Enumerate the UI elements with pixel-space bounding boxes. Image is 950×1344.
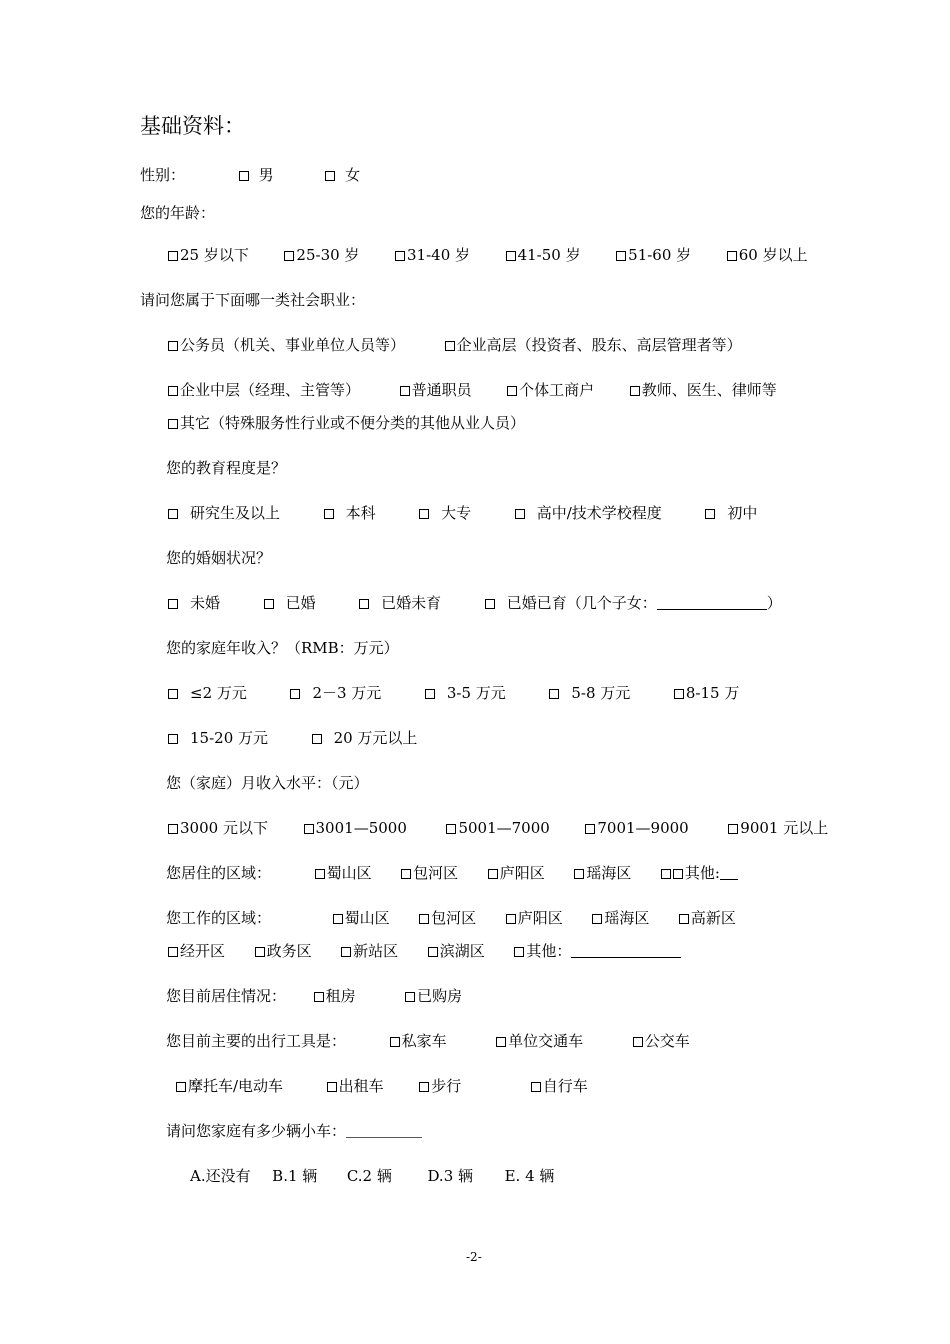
age-checkbox[interactable]: [506, 251, 516, 261]
marriage-option-suffix: ）: [766, 594, 782, 612]
work-area-row-1: [166, 908, 736, 928]
income-checkbox[interactable]: [312, 734, 322, 744]
transport-option: 单位交通车: [508, 1032, 584, 1050]
residence-area-row: [166, 863, 738, 883]
income-checkbox[interactable]: [290, 689, 300, 699]
transport-question: 您目前主要的出行工具是：: [166, 1032, 347, 1050]
gender-option: 女: [345, 166, 361, 184]
occupation-option: 个体工商户: [519, 381, 595, 399]
occupation-checkbox[interactable]: [507, 386, 517, 396]
work-option: 庐阳区: [517, 909, 563, 927]
gender-option: 男: [258, 166, 274, 184]
marriage-checkbox[interactable]: [485, 599, 495, 609]
age-question: 您的年龄：: [140, 204, 216, 222]
gender-male-checkbox[interactable]: [239, 171, 249, 181]
age-checkbox[interactable]: [168, 251, 178, 261]
age-option: 41-50 岁: [517, 246, 581, 264]
monthly-income-question: 您（家庭）月收入水平：（元）: [166, 774, 369, 792]
income-option: 5-8 万元: [571, 684, 631, 702]
cars-question: 请问您家庭有多少辆小车：: [166, 1122, 347, 1140]
annual-income-row-2: [168, 728, 417, 748]
marriage-options: [168, 593, 782, 613]
work-other-label: 其他：: [526, 942, 572, 960]
monthly-checkbox[interactable]: [728, 824, 738, 834]
occupation-checkbox[interactable]: [168, 386, 178, 396]
work-option: 政务区: [266, 942, 312, 960]
transport-checkbox[interactable]: [419, 1082, 429, 1092]
work-checkbox[interactable]: [419, 914, 429, 924]
income-checkbox[interactable]: [674, 689, 684, 699]
income-checkbox[interactable]: [425, 689, 435, 699]
housing-row: [166, 986, 462, 1006]
work-checkbox[interactable]: [679, 914, 689, 924]
age-checkbox[interactable]: [727, 251, 737, 261]
occupation-option: 教师、医生、律师等: [641, 381, 777, 399]
marriage-question: 您的婚姻状况？: [166, 549, 272, 567]
income-checkbox[interactable]: [168, 689, 178, 699]
education-option: 研究生及以上: [190, 504, 281, 522]
education-checkbox[interactable]: [705, 509, 715, 519]
housing-checkbox[interactable]: [314, 992, 324, 1002]
residence-area-question: 您居住的区域：: [166, 864, 272, 882]
monthly-checkbox[interactable]: [168, 824, 178, 834]
monthly-checkbox[interactable]: [304, 824, 314, 834]
work-option: 高新区: [690, 909, 736, 927]
gender-female-checkbox[interactable]: [325, 171, 335, 181]
occupation-option: 普通职员: [411, 381, 472, 399]
occupation-checkbox[interactable]: [168, 419, 178, 429]
occupation-checkbox[interactable]: [630, 386, 640, 396]
page-title: 基础资料：: [140, 114, 245, 138]
marriage-checkbox[interactable]: [264, 599, 274, 609]
education-option: 本科: [345, 504, 376, 522]
residence-checkbox[interactable]: [574, 869, 584, 879]
residence-option: 瑶海区: [586, 864, 632, 882]
monthly-option: 7001—9000: [597, 819, 689, 837]
monthly-income-options: [168, 818, 828, 838]
housing-question: 您目前居住情况：: [166, 987, 287, 1005]
work-checkbox[interactable]: [333, 914, 343, 924]
cars-option[interactable]: B.1 辆: [272, 1167, 318, 1185]
occupation-checkbox[interactable]: [445, 341, 455, 351]
education-option: 初中: [727, 504, 758, 522]
monthly-option: 3000 元以下: [180, 819, 268, 837]
work-checkbox[interactable]: [514, 947, 524, 957]
transport-checkbox[interactable]: [327, 1082, 337, 1092]
income-option: 3-5 万元: [446, 684, 506, 702]
cars-option[interactable]: E. 4 辆: [504, 1167, 555, 1185]
cars-option[interactable]: C.2 辆: [346, 1167, 392, 1185]
residence-other-label: 其他:: [684, 864, 720, 882]
cars-option[interactable]: A.还没有: [190, 1167, 251, 1185]
occupation-row-3: [168, 413, 525, 433]
work-checkbox[interactable]: [255, 947, 265, 957]
work-option: 包河区: [431, 909, 477, 927]
work-checkbox[interactable]: [592, 914, 602, 924]
work-checkbox[interactable]: [168, 947, 178, 957]
occupation-option: 公务员（机关、事业单位人员等）: [180, 336, 406, 354]
children-count-blank[interactable]: [657, 609, 767, 610]
cars-option[interactable]: D.3 辆: [427, 1167, 474, 1185]
monthly-option: 9001 元以上: [740, 819, 829, 837]
page-number: -2-: [466, 1250, 482, 1264]
education-option: 高中/技术学校程度: [536, 504, 662, 522]
housing-checkbox[interactable]: [405, 992, 415, 1002]
occupation-option: 企业高层（投资者、股东、高层管理者等）: [456, 336, 742, 354]
residence-checkbox[interactable]: [488, 869, 498, 879]
age-option: 60 岁以上: [738, 246, 808, 264]
residence-checkbox[interactable]: [673, 869, 683, 879]
education-checkbox[interactable]: [515, 509, 525, 519]
marriage-checkbox[interactable]: [359, 599, 369, 609]
marriage-option: 已婚: [285, 594, 316, 612]
gender-label: 性别：: [140, 166, 186, 184]
work-area-question: 您工作的区域：: [166, 909, 272, 927]
residence-other-blank[interactable]: [720, 879, 738, 880]
transport-option: 私家车: [401, 1032, 447, 1050]
work-option: 滨湖区: [439, 942, 485, 960]
transport-option: 步行: [431, 1077, 462, 1095]
transport-checkbox[interactable]: [633, 1037, 643, 1047]
monthly-option: 5001—7000: [458, 819, 550, 837]
transport-option: 出租车: [338, 1077, 384, 1095]
age-checkbox[interactable]: [395, 251, 405, 261]
residence-checkbox[interactable]: [315, 869, 325, 879]
age-option: 31-40 岁: [407, 246, 471, 264]
work-other-blank[interactable]: [571, 957, 681, 958]
age-option: 25 岁以下: [180, 246, 249, 264]
marriage-checkbox[interactable]: [168, 599, 178, 609]
housing-option: 已购房: [417, 987, 463, 1005]
transport-option: 摩托车/电动车: [188, 1077, 284, 1095]
income-option: 15-20 万元: [190, 729, 269, 747]
occupation-checkbox[interactable]: [400, 386, 410, 396]
work-option: 新站区: [353, 942, 399, 960]
age-options: [168, 245, 808, 265]
work-checkbox[interactable]: [428, 947, 438, 957]
residence-option: 蜀山区: [326, 864, 372, 882]
cars-row: [166, 1121, 422, 1141]
marriage-option: 已婚未育: [381, 594, 442, 612]
education-option: 大专: [441, 504, 472, 522]
housing-option: 租房: [325, 987, 356, 1005]
transport-option: 自行车: [542, 1077, 588, 1095]
transport-checkbox[interactable]: [390, 1037, 400, 1047]
gender-row: [140, 165, 360, 185]
occupation-option: 其它（特殊服务性行业或不便分类的其他从业人员）: [180, 414, 526, 432]
income-option: ≤2 万元: [190, 684, 247, 702]
work-checkbox[interactable]: [341, 947, 351, 957]
monthly-checkbox[interactable]: [585, 824, 595, 834]
cars-blank[interactable]: [346, 1137, 422, 1138]
occupation-option: 企业中层（经理、主管等）: [180, 381, 361, 399]
transport-row-2: [176, 1076, 588, 1096]
cars-options: [190, 1166, 554, 1186]
income-option: 2－3 万元: [312, 684, 382, 702]
occupation-row-1: [168, 335, 742, 355]
work-area-row-2: [168, 941, 681, 961]
occupation-question: 请问您属于下面哪一类社会职业：: [140, 291, 366, 309]
residence-option: 庐阳区: [499, 864, 545, 882]
income-option: 8-15 万: [685, 684, 740, 702]
age-option: 25-30 岁: [296, 246, 360, 264]
age-checkbox[interactable]: [284, 251, 294, 261]
transport-checkbox[interactable]: [531, 1082, 541, 1092]
work-option: 瑶海区: [604, 909, 650, 927]
income-checkbox[interactable]: [168, 734, 178, 744]
work-option: 蜀山区: [344, 909, 390, 927]
education-checkbox[interactable]: [419, 509, 429, 519]
annual-income-question: 您的家庭年收入？（RMB：万元）: [166, 639, 399, 657]
income-checkbox[interactable]: [549, 689, 559, 699]
transport-row-1: [166, 1031, 690, 1051]
marriage-option: 未婚: [190, 594, 221, 612]
age-checkbox[interactable]: [616, 251, 626, 261]
income-option: 20 万元以上: [333, 729, 418, 747]
education-question: 您的教育程度是？: [166, 459, 287, 477]
marriage-option-with-children: 已婚已育（几个子女：: [506, 594, 657, 612]
transport-checkbox[interactable]: [496, 1037, 506, 1047]
transport-option: 公交车: [644, 1032, 690, 1050]
education-options: [168, 503, 757, 523]
work-option: 经开区: [180, 942, 226, 960]
work-checkbox[interactable]: [506, 914, 516, 924]
residence-checkbox[interactable]: [661, 869, 671, 879]
occupation-row-2: [168, 380, 777, 400]
monthly-option: 3001—5000: [315, 819, 407, 837]
age-option: 51-60 岁: [628, 246, 692, 264]
education-checkbox[interactable]: [324, 509, 334, 519]
annual-income-row-1: [168, 683, 739, 703]
residence-checkbox[interactable]: [401, 869, 411, 879]
transport-checkbox[interactable]: [176, 1082, 186, 1092]
occupation-checkbox[interactable]: [168, 341, 178, 351]
education-checkbox[interactable]: [168, 509, 178, 519]
monthly-checkbox[interactable]: [446, 824, 456, 834]
residence-option: 包河区: [413, 864, 459, 882]
